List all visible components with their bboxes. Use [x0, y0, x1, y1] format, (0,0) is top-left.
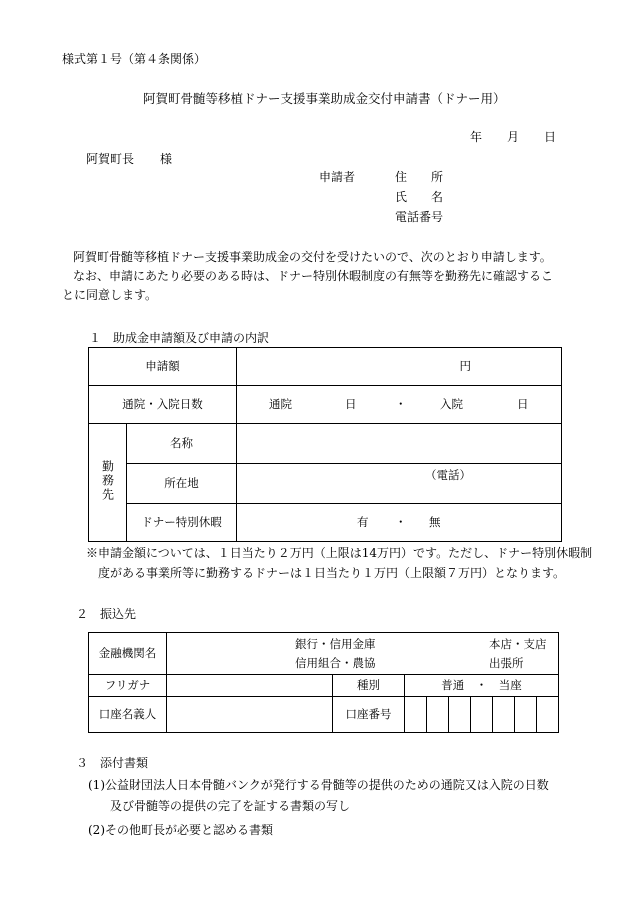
applicant-address-label: 住 所: [395, 170, 444, 184]
donor-leave-label: ドナー特別休暇: [127, 504, 237, 542]
attachment-item2: (2)その他町長が必要と認める書類: [88, 823, 273, 837]
subsidy-breakdown-table: [88, 347, 562, 542]
leave-no-option[interactable]: 無: [429, 515, 441, 529]
account-type-label: 種別: [333, 675, 405, 697]
applicant-phone-label: 電話番号: [395, 210, 444, 224]
account-number-digit[interactable]: [493, 697, 515, 733]
attachment-item1-line1: (1)公益財団法人日本骨髄バンクが発行する骨髄等の提供のための通院又は入院の日数: [88, 778, 549, 792]
amount-field[interactable]: [237, 348, 562, 386]
account-holder-label: 口座名義人: [89, 697, 167, 733]
inpatient-label: 入院: [440, 397, 463, 411]
branch-type-option2[interactable]: 出張所: [489, 656, 524, 670]
account-holder-field[interactable]: [167, 697, 333, 733]
bank-name-field[interactable]: [167, 633, 559, 675]
section3-heading: ３ 添付書類: [76, 756, 149, 770]
addressee-honorific: 様: [160, 152, 173, 166]
date-year-label: 年: [470, 130, 483, 144]
visit-days-label: 通院・入院日数: [89, 386, 237, 424]
account-number-digit[interactable]: [405, 697, 427, 733]
account-number-digit[interactable]: [427, 697, 449, 733]
form-title: 阿賀町骨髄等移植ドナー支援事業助成金交付申請書（ドナー用）: [143, 91, 506, 106]
applicant-label: 申請者: [319, 170, 356, 184]
employer-label: 勤務先: [100, 460, 115, 503]
donor-leave-field[interactable]: [237, 504, 562, 542]
date-month-label: 月: [507, 130, 520, 144]
addressee: 阿賀町長: [86, 152, 135, 166]
account-number-digit[interactable]: [537, 697, 559, 733]
leave-separator: ・: [395, 515, 407, 529]
employer-label-cell: [89, 424, 127, 542]
branch-type-option1[interactable]: 本店・支店: [489, 637, 547, 651]
employer-location-field[interactable]: [237, 464, 562, 504]
amount-note-line1: ※申請金額については、１日当たり２万円（上限は14万円）です。ただし、ドナー特別休暇制: [86, 546, 593, 560]
employer-phone-note: （電話）: [425, 468, 471, 482]
attachment-item1-line2: 及び骨髄等の提供の完了を証する書類の写し: [110, 799, 351, 813]
account-number-digit[interactable]: [515, 697, 537, 733]
bank-name-label: 金融機関名: [89, 633, 167, 675]
amount-unit: 円: [459, 358, 471, 373]
application-statement: 阿賀町骨髄等移植ドナー支援事業助成金の交付を受けたいので、次のとおり申請します。: [73, 250, 552, 264]
inpatient-day-unit: 日: [517, 397, 529, 411]
section2-heading: ２ 振込先: [76, 607, 137, 621]
account-number-label: 口座番号: [333, 697, 405, 733]
account-type-field[interactable]: 普通 ・ 当座: [405, 675, 559, 697]
leave-yes-option[interactable]: 有: [357, 515, 369, 529]
bank-type-option2[interactable]: 信用組合・農協: [295, 656, 376, 670]
furigana-field[interactable]: [167, 675, 333, 697]
amount-note-line2: 度がある事業所等に勤務するドナーは１日当たり１万円（上限額７万円）となります。: [98, 566, 566, 580]
employer-location-label: 所在地: [127, 464, 237, 504]
consent-statement-line2: とに同意します。: [62, 288, 158, 302]
days-separator: ・: [395, 397, 407, 411]
bank-transfer-table: [88, 632, 559, 733]
form-number-label: 様式第１号（第４条関係）: [62, 52, 207, 66]
date-day-label: 日: [544, 130, 557, 144]
consent-statement-line1: なお、申請にあたり必要のある時は、ドナー特別休暇制度の有無等を勤務先に確認するこ: [73, 269, 554, 283]
employer-name-label: 名称: [127, 424, 237, 464]
section1-heading: １ 助成金申請額及び申請の内訳: [89, 331, 270, 345]
outpatient-label: 通院: [269, 397, 292, 411]
account-number-digit[interactable]: [471, 697, 493, 733]
visit-days-field[interactable]: [237, 386, 562, 424]
furigana-label: フリガナ: [89, 675, 167, 697]
bank-type-option1[interactable]: 銀行・信用金庫: [295, 637, 376, 651]
account-number-digit[interactable]: [449, 697, 471, 733]
applicant-name-label: 氏 名: [395, 190, 444, 204]
outpatient-day-unit: 日: [345, 397, 357, 411]
employer-name-field[interactable]: [237, 424, 562, 464]
amount-label: 申請額: [89, 348, 237, 386]
